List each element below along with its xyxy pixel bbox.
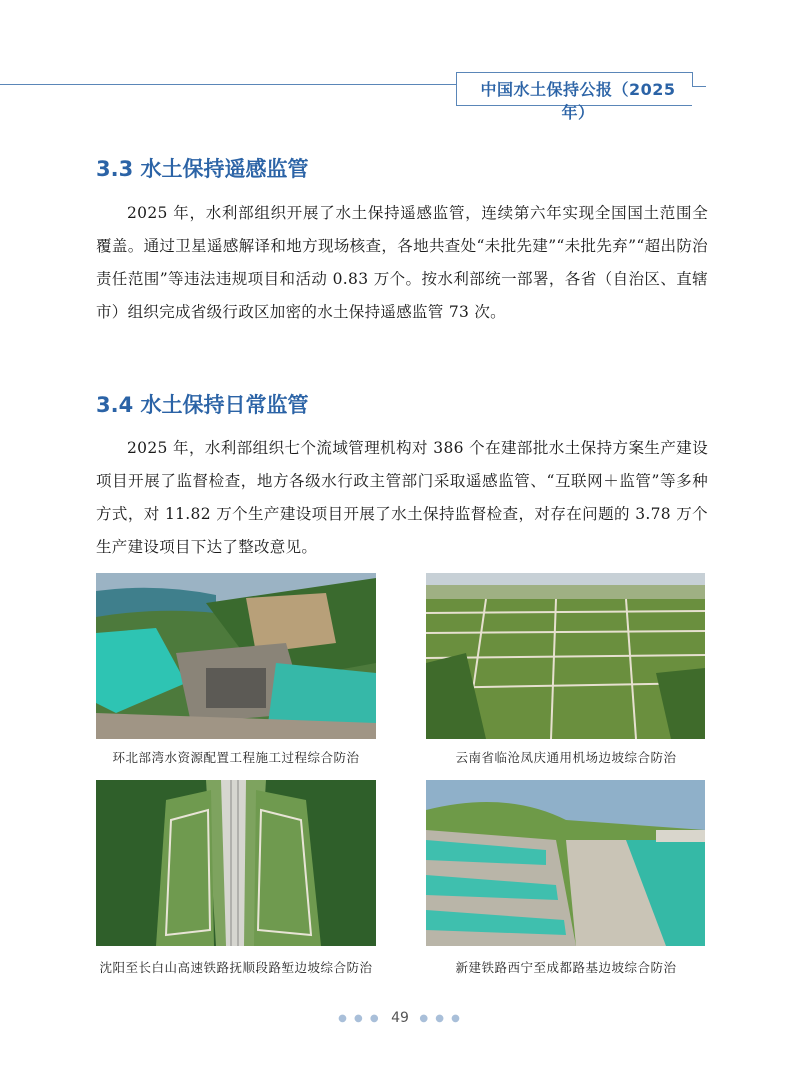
- photo-caption: 沈阳至长白山高速铁路抚顺段路堑边坡综合防治: [99, 960, 373, 975]
- photo-caption: 环北部湾水资源配置工程施工过程综合防治: [112, 750, 360, 765]
- section-title-3-3: 3.3 水土保持遥感监管: [96, 157, 309, 181]
- photo-railway-subgrade: [426, 780, 705, 946]
- section-body-3-3: 2025 年，水利部组织开展了水土保持遥感监管，连续第六年实现全国国土范围全覆盖。通过卫星遥感解译和地方现场核查，各地共查处“未批先建”“未批先弃”“超出防治责任范围”等违法违规项目和活动 0.83 万个。按水利部统一部署，各省（自治区、直辖市）组织完成省级行政区加密的水土保持遥感监管 73 次。: [96, 204, 708, 321]
- photo-caption: 新建铁路西宁至成都路基边坡综合防治: [455, 960, 677, 975]
- header-frame-tick-left: [456, 72, 457, 105]
- section-title-3-4: 3.4 水土保持日常监管: [96, 393, 309, 417]
- photo-airport-slope: [426, 573, 705, 739]
- header-frame-tick-right: [692, 72, 693, 86]
- header-frame-tick-right-h: [692, 86, 706, 87]
- running-header-title: 中国水土保持公报（2025 年）: [480, 80, 676, 122]
- photo-reservoir-construction: [96, 573, 376, 739]
- section-body-3-4: 2025 年，水利部组织七个流域管理机构对 386 个在建部批水土保持方案生产建设项目开展了监督检查，地方各级水行政主管部门采取遥感监管、“互联网＋监管”等多种方式，对 11.82 万个生产建设项目开展了水土保持监督检查，对存在问题的 3.78 万个生产建设项目下达了整改意见。: [96, 439, 708, 556]
- page-dots-left: ● ● ●: [338, 1012, 381, 1024]
- page-number: 49: [391, 1010, 409, 1026]
- photo-caption: 云南省临沧凤庆通用机场边坡综合防治: [455, 750, 677, 765]
- header-rule: [0, 84, 456, 85]
- photo-railway-cutting: [96, 780, 376, 946]
- page-footer: [0, 1010, 800, 1026]
- page-dots-right: ● ● ●: [419, 1012, 462, 1024]
